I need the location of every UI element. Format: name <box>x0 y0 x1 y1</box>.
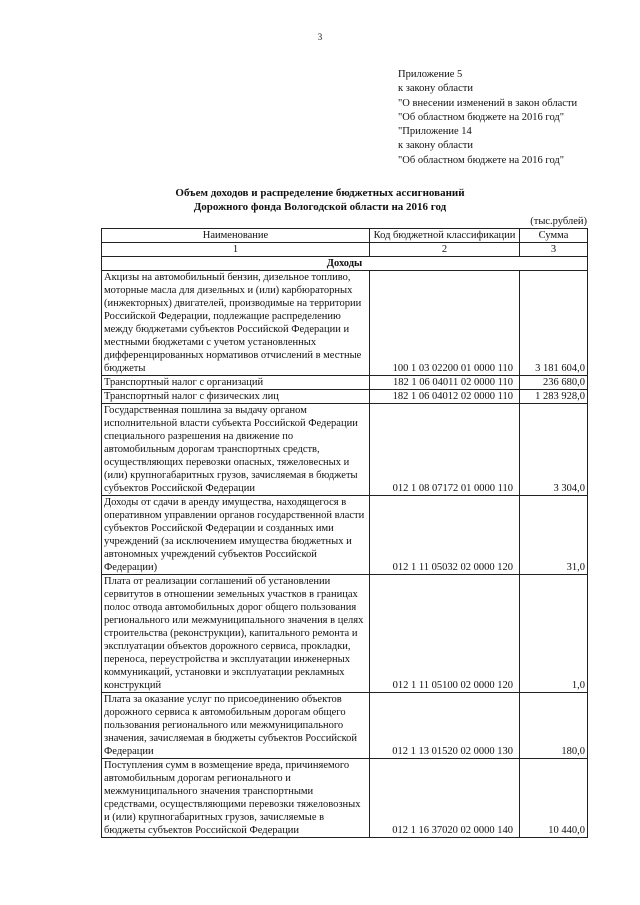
row-sum: 236 680,0 <box>520 376 588 390</box>
table-row <box>102 693 588 759</box>
row-name-line: Плата за оказание услуг по присоединению объектов <box>104 694 342 705</box>
appendix-line: к закону области <box>398 83 473 95</box>
row-name-line: автономных учреждений субъектов Российской <box>104 549 317 560</box>
row-name <box>102 390 370 404</box>
row-name-line: оперативном управлении органов государственной власти <box>104 510 365 521</box>
appendix-header <box>398 68 577 168</box>
row-name-line: дифференцированных нормативов отчислений в местные <box>104 350 362 361</box>
row-name-line: между бюджетами субъектов Российской Федерации и <box>104 324 350 335</box>
row-name-line: коммуникаций, установки и эксплуатации рекламных <box>104 667 345 678</box>
header-name: Наименование <box>102 229 370 243</box>
row-name <box>102 693 370 759</box>
row-sum: 180,0 <box>520 693 588 759</box>
row-name-line: субъектов Российской Федерации <box>104 483 256 494</box>
row-sum: 1,0 <box>520 575 588 693</box>
row-name-line: конструкций <box>104 680 162 691</box>
table-row <box>102 390 588 404</box>
row-name <box>102 496 370 575</box>
title-line-1: Объем доходов и распределение бюджетных ассигнований <box>175 187 465 199</box>
row-name-line: пользования регионального или межмуниципального <box>104 720 344 731</box>
row-name-line: значения, зачисляемая в бюджеты субъектов Российской <box>104 733 358 744</box>
row-name-line: и (или) крупногабаритных грузов, зачисляемые в <box>104 812 325 823</box>
appendix-line: "О внесении изменений в закон области <box>398 97 578 109</box>
row-name-line: (инжекторных) двигателей, производимые на территории <box>104 298 362 309</box>
row-sum: 1 283 928,0 <box>520 390 588 404</box>
row-name <box>102 404 370 496</box>
column-number-row <box>102 243 588 257</box>
table-row <box>102 271 588 376</box>
row-name-line: моторные масла для дизельных и (или) карбюраторных <box>104 285 353 296</box>
title-line-2: Дорожного фонда Вологодской области на 2016 год <box>193 201 447 213</box>
column-number: 2 <box>370 243 520 257</box>
table-row <box>102 376 588 390</box>
row-sum: 10 440,0 <box>520 759 588 838</box>
row-code: 012 1 11 05032 02 0000 120 <box>370 496 520 575</box>
row-name-line: полос отвода автомобильных дорог общего пользования <box>104 602 357 613</box>
row-name-line: средствами, осуществляющими перевозки тяжеловозных <box>104 799 361 810</box>
document-title <box>0 186 640 214</box>
page-number: 3 <box>317 32 323 42</box>
row-name-line: (или) крупногабаритных грузов, зачисляемая в бюджеты <box>104 470 358 481</box>
row-name-line: Поступления сумм в возмещение вреда, причиняемого <box>104 760 350 771</box>
table-header-row <box>102 229 588 243</box>
units-label: (тыс.рублей) <box>530 216 587 227</box>
section-row <box>102 257 588 271</box>
table-row <box>102 404 588 496</box>
row-name-line: субъектов Российской Федерации и созданных ими <box>104 523 334 534</box>
row-name-line: автомобильным дорогам регионального и <box>104 773 291 784</box>
appendix-line: к закону области <box>398 140 473 152</box>
row-name-line: исполнительной власти субъекта Российской Федерации <box>104 418 358 429</box>
table-row <box>102 496 588 575</box>
row-name-line: Плата от реализации соглашений об установлении <box>104 576 331 587</box>
section-title: Доходы <box>102 257 588 271</box>
row-name-line: регионального или межмуниципального значения в целях <box>104 615 364 626</box>
row-name <box>102 575 370 693</box>
header-sum: Сумма <box>520 229 588 243</box>
row-sum: 3 304,0 <box>520 404 588 496</box>
row-code: 012 1 08 07172 01 0000 110 <box>370 404 520 496</box>
row-code: 100 1 03 02200 01 0000 110 <box>370 271 520 376</box>
row-code: 012 1 13 01520 02 0000 130 <box>370 693 520 759</box>
row-name-line: переноса, переустройства и эксплуатации инженерных <box>104 654 350 665</box>
row-name-line: Акцизы на автомобильный бензин, дизельное топливо, <box>104 272 351 283</box>
budget-table <box>101 228 588 838</box>
row-name <box>102 759 370 838</box>
row-name-line: Доходы от сдачи в аренду имущества, находящегося в <box>104 497 347 508</box>
row-name-line: местными бюджетами с учетом установленных <box>104 337 317 348</box>
appendix-line: "Приложение 14 <box>398 126 472 138</box>
row-name-line: учреждений (за исключением имущества бюджетных и <box>104 536 352 547</box>
row-name-line: осуществляющих перевозки опасных, тяжеловесных и <box>104 457 350 468</box>
header-code: Код бюджетной классификации <box>370 229 520 243</box>
row-name-line: Государственная пошлина за выдачу органом <box>104 405 307 416</box>
row-name-line: Федерации <box>104 746 154 757</box>
column-number: 3 <box>520 243 588 257</box>
row-sum: 31,0 <box>520 496 588 575</box>
row-name-line: сервитутов в отношении земельных участков в границах <box>104 589 358 600</box>
row-code: 012 1 16 37020 02 0000 140 <box>370 759 520 838</box>
row-sum: 3 181 604,0 <box>520 271 588 376</box>
row-code: 012 1 11 05100 02 0000 120 <box>370 575 520 693</box>
row-name <box>102 376 370 390</box>
row-name-line: эксплуатации объектов дорожного сервиса, прокладки, <box>104 641 351 652</box>
row-name-line: Российской Федерации, подлежащие распределению <box>104 311 341 322</box>
row-name-line: бюджеты <box>104 363 146 374</box>
row-name-line: Транспортный налог с физических лиц <box>104 391 279 402</box>
row-name-line: строительства (реконструкции), капитального ремонта и <box>104 628 358 639</box>
table-row <box>102 759 588 838</box>
row-name-line: дорожного сервиса к автомобильным дорогам общего <box>104 707 346 718</box>
appendix-line: "Об областном бюджете на 2016 год" <box>398 111 565 123</box>
row-name-line: межмуниципального значения транспортными <box>104 786 314 797</box>
row-name-line: автомобильным дорогам транспортных средств, <box>104 444 320 455</box>
table-row <box>102 575 588 693</box>
row-name <box>102 271 370 376</box>
column-number: 1 <box>102 243 370 257</box>
row-code: 182 1 06 04011 02 0000 110 <box>370 376 520 390</box>
appendix-line: Приложение 5 <box>398 69 463 80</box>
row-name-line: бюджеты субъектов Российской Федерации <box>104 825 300 836</box>
row-name-line: специального разрешения на движение по <box>104 431 294 442</box>
row-code: 182 1 06 04012 02 0000 110 <box>370 390 520 404</box>
row-name-line: Федерации) <box>104 562 158 573</box>
row-name-line: Транспортный налог с организаций <box>104 377 264 388</box>
appendix-line: "Об областном бюджете на 2016 год" <box>398 154 565 166</box>
